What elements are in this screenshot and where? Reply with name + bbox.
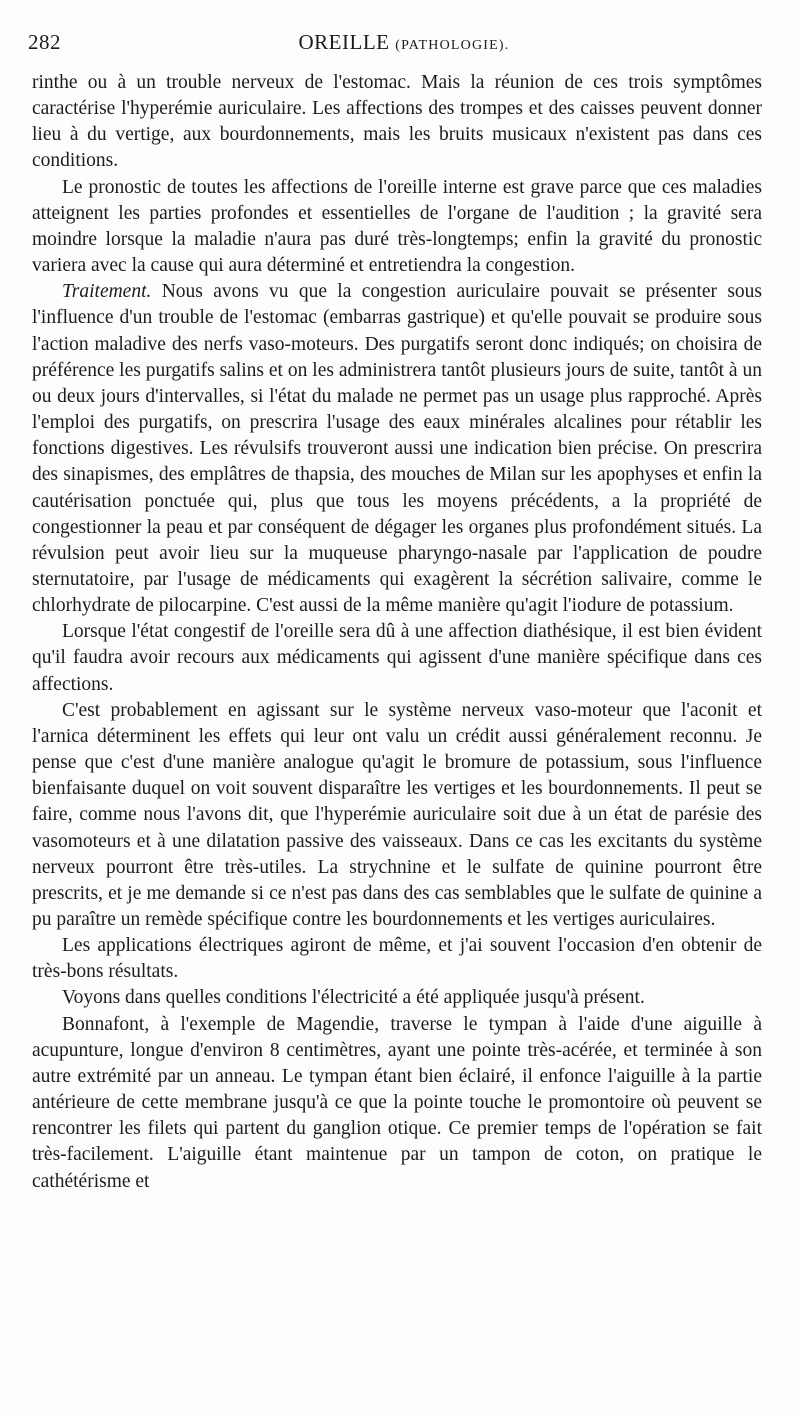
- paragraph: Bonnafont, à l'exemple de Magendie, traverse le tympan à l'aide d'une aiguille à acupunture, longue d'environ 8 centimètres, ayant une pointe très-acérée, et terminée à son autre extrémité par un anneau. Le tympan étant bien éclairé, il enfonce l'aiguille à la partie antérieure de cette membrane jusqu'à ce que la pointe touche le promontoire où peuvent se rencontrer les filets qui partent du ganglion otique. Ce premier temps de l'opération se fait très-facilement. L'aiguille étant maintenue par un tampon de coton, on pratique le cathétérisme et: [32, 1013, 762, 1192]
- paragraph: C'est probablement en agissant sur le système nerveux vaso-moteur que l'aconit et l'arnica déterminent les effets qui leur ont valu un crédit aussi généralement reconnu. Je pense que c'est d'une manière analogue qu'agit le bromure de potassium, sous l'influence bienfaisante duquel on voit souvent disparaître les vertiges et les bourdonnements. Il peut se faire, comme nous l'avons dit, que l'hyperémie auriculaire soit due à un état de parésie des vasomoteurs et à une dilatation passive des vaisseaux. Dans ce cas les excitants du système nerveux pourront être très-utiles. La strychnine et le sulfate de quinine pourront être prescrits, et je me demande si ce n'est pas dans des cas semblables que le sulfate de quinine a pu paraître un remède spécifique contre les bourdonnements et les vertiges auriculaires.: [32, 699, 762, 930]
- paragraph-text: Nous avons vu que la congestion auriculaire pouvait se présenter sous l'influence d'un trouble de l'estomac (embarras gastrique) et qu'elle pouvait se produire sous l'action maladive des nerfs vaso-moteurs. Des purgatifs seront donc indiqués; on choisira de préférence les purgatifs salins et on les administrera tantôt plusieurs jours de suite, tantôt à un ou deux jours d'intervalles, si l'état du malade ne permet pas un usage plus rapproché. Après l'emploi des purgatifs, on prescrira l'usage des eaux minérales alcalines pour rétablir les fonctions digestives. Les révulsifs trouveront aussi une indication bien précise. On prescrira des sinapismes, des emplâtres de thapsia, des mouches de Milan sur les apophyses et enfin la cautérisation ponctuée qui, plus que tous les moyens précédents, a la propriété de congestionner la peau et par conséquent de dégager les organes plus profondément situés. La révulsion peut avoir lieu sur la muqueuse pharyngo-nasale par l'application de poudre sternutatoire, par l'usage de médicaments qui exagèrent la sécrétion salivaire, comme le chlorhydrate de pilocarpine. C'est aussi de la même manière qu'agit l'iodure de potassium.: [32, 281, 763, 617]
- running-header: [28, 30, 780, 58]
- page-number: 282: [28, 30, 61, 54]
- running-title-subtitle: (PATHOLOGIE).: [395, 38, 510, 53]
- paragraph: Lorsque l'état congestif de l'oreille sera dû à une affection diathésique, il est bien évident qu'il faudra avoir recours aux médicaments qui agissent d'une manière spécifique dans ces affections.: [32, 621, 762, 695]
- paragraph: Les applications électriques agiront de même, et j'ai souvent l'occasion d'en obtenir de très-bons résultats.: [32, 935, 762, 983]
- running-title: [28, 30, 780, 55]
- paragraph: rinthe ou à un trouble nerveux de l'estomac. Mais la réunion de ces trois symptômes caractérise l'hyperémie auriculaire. Les affections des trompes et des caisses peuvent donner lieu à du vertige, aux bourdonnements, mais les bruits musicaux n'existent pas dans ces conditions.: [32, 72, 762, 172]
- section-heading: Traitement.: [62, 281, 152, 303]
- paragraph: Le pronostic de toutes les affections de l'oreille interne est grave parce que ces maladies atteignent les parties profondes et essentielles de l'organe de l'audition ; la gravité sera moindre lorsque la maladie n'aura pas duré très-longtemps; enfin la gravité du pronostic variera avec la cause qui aura déterminé et entretiendra la congestion.: [32, 176, 762, 277]
- paragraph-traitement: [32, 279, 762, 619]
- paragraph: Voyons dans quelles conditions l'électricité a été appliquée jusqu'à présent.: [62, 987, 645, 1009]
- body-text: [32, 70, 762, 1195]
- running-title-main: OREILLE: [298, 30, 390, 54]
